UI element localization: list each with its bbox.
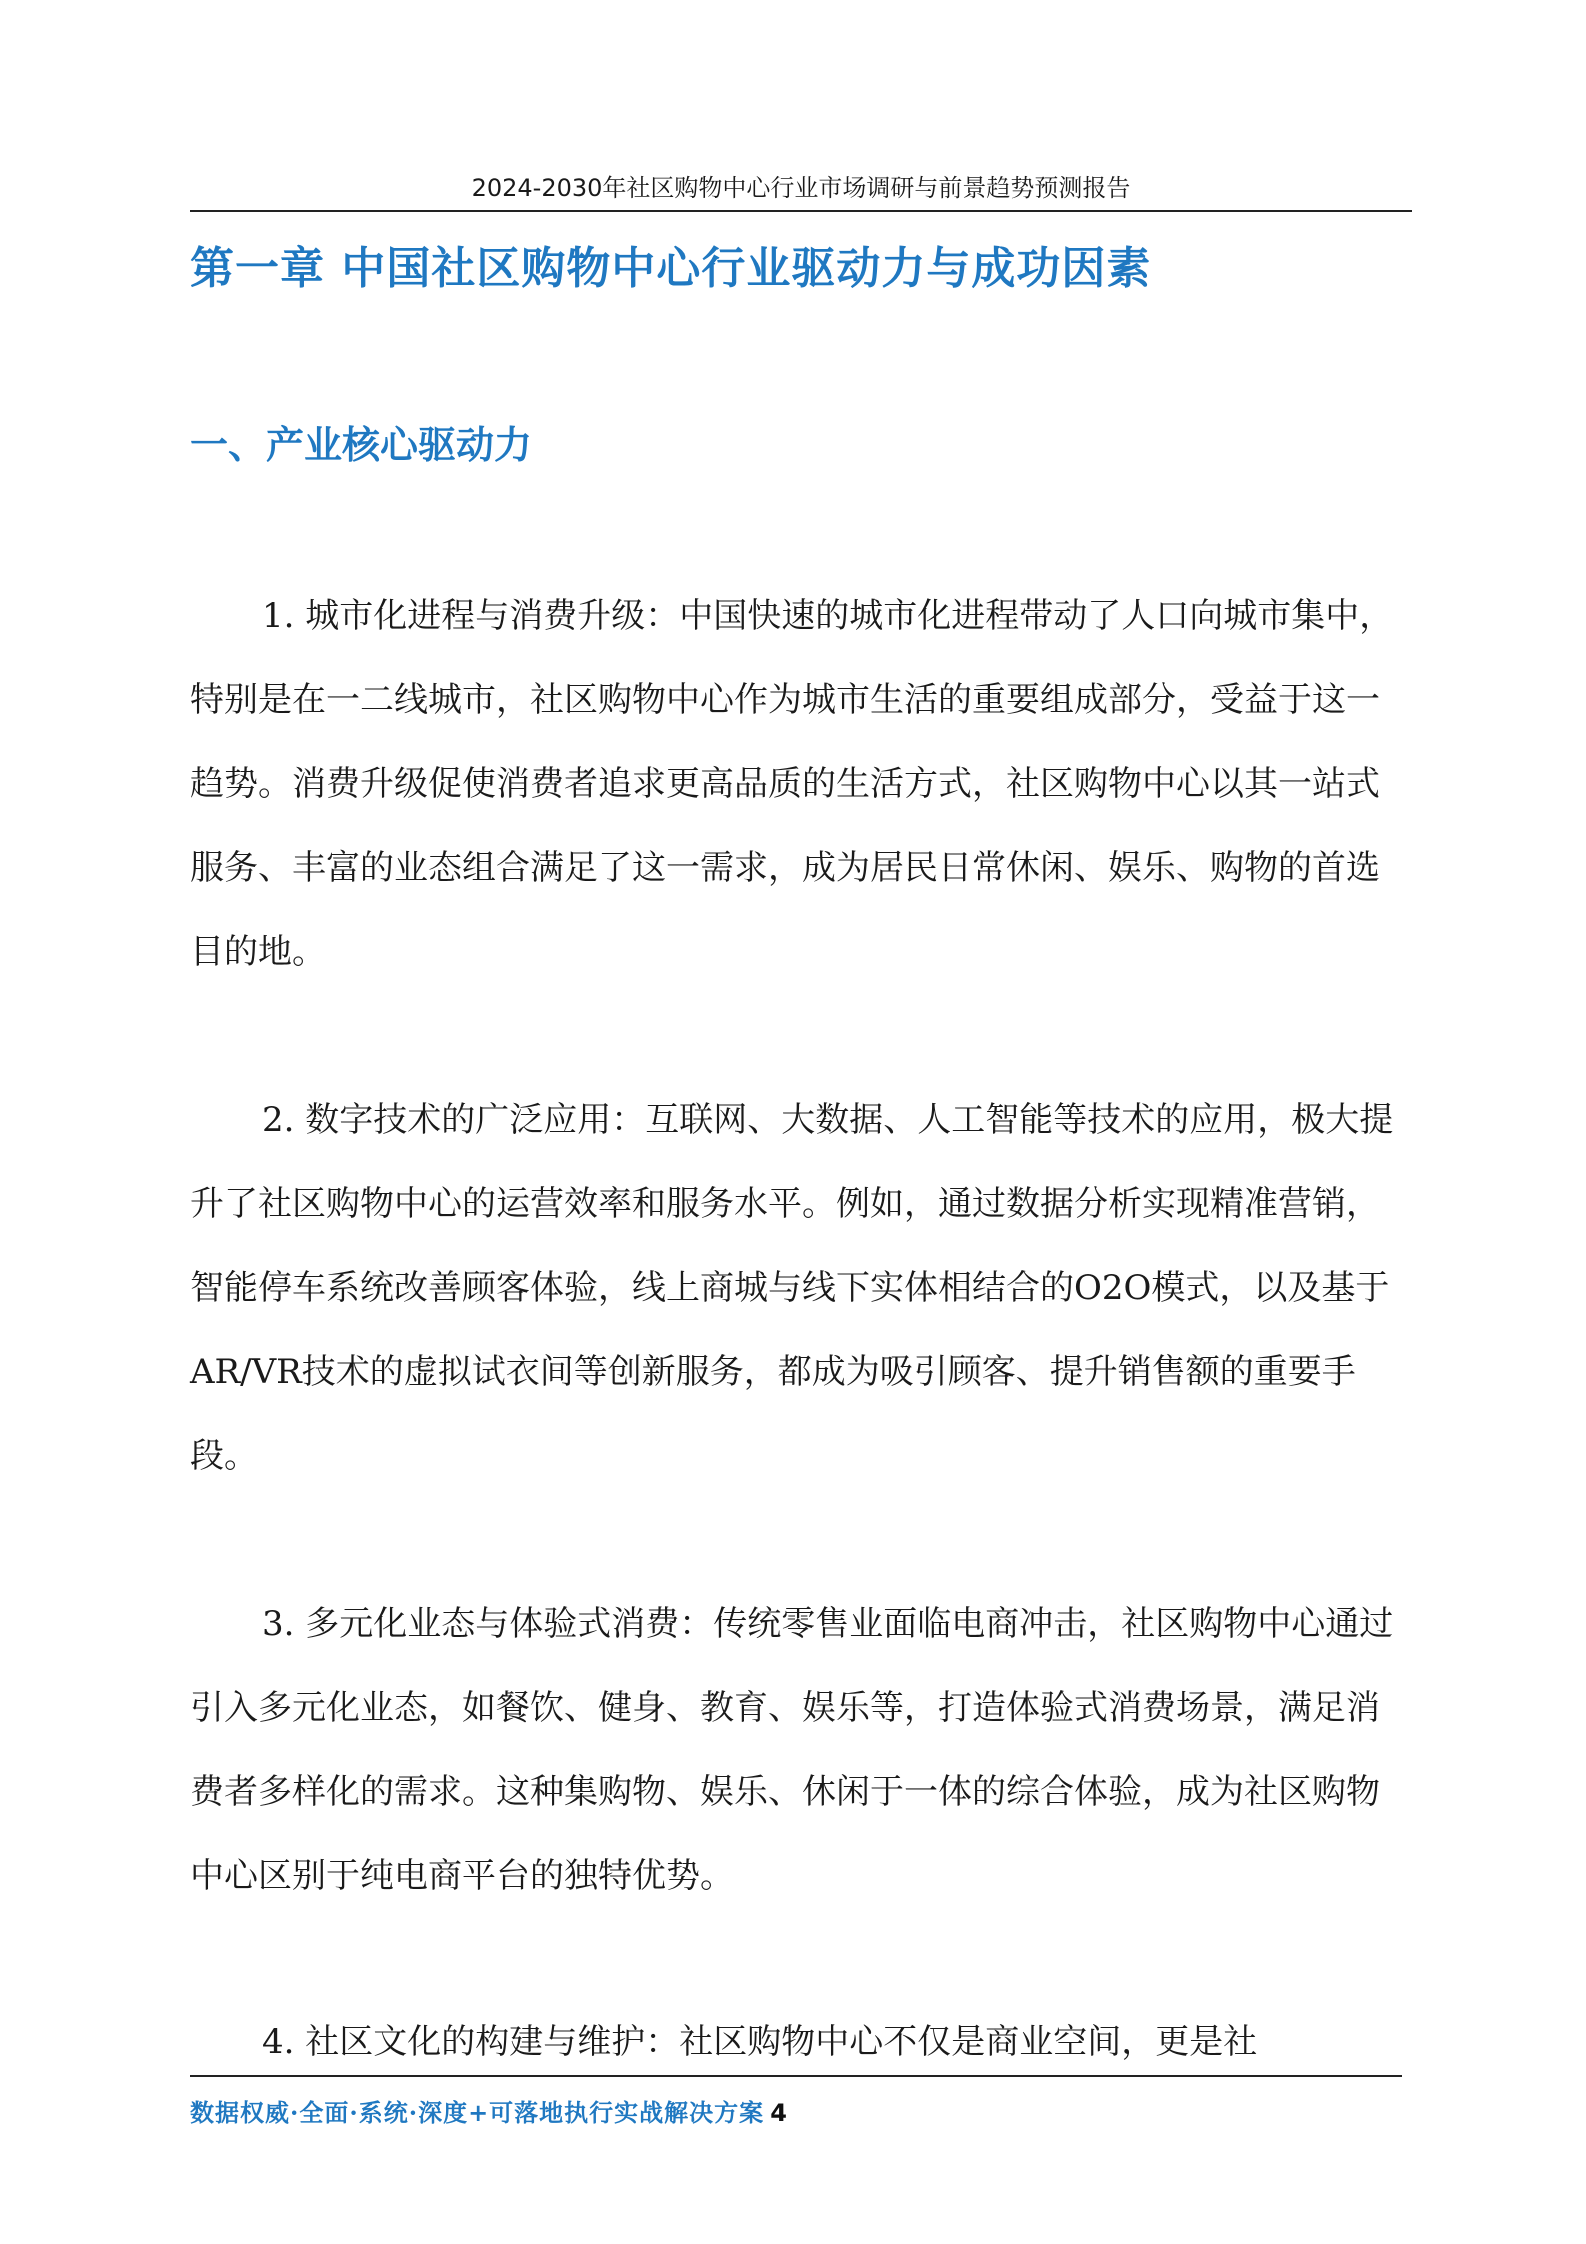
report-title: 2024-2030年社区购物中心行业市场调研与前景趋势预测报告: [471, 174, 1131, 202]
paragraph-diversified-formats: 3. 多元化业态与体验式消费：传统零售业面临电商冲击，社区购物中心通过引入多元化业态，如餐饮、健身、教育、娱乐等，打造体验式消费场景，满足消费者多样化的需求。这种集购物、娱乐、休闲于一体的综合体验，成为社区购物中心区别于纯电商平台的独特优势。: [190, 1604, 1394, 1896]
section-title: 一、产业核心驱动力: [190, 423, 533, 467]
page-number: 4: [770, 2099, 788, 2127]
page-header: [190, 162, 1412, 212]
footer-slogan-text: 数据权威·全面·系统·深度+可落地执行实战解决方案: [190, 2098, 765, 2127]
footer-slogan: [190, 2093, 788, 2128]
paragraph-community-culture: 4. 社区文化的构建与维护：社区购物中心不仅是商业空间，更是社: [262, 2022, 1258, 2062]
page-footer: [190, 2075, 1402, 2129]
chapter-title: 第一章 中国社区购物中心行业驱动力与成功因素: [190, 243, 1152, 294]
paragraph-urbanization: 1. 城市化进程与消费升级：中国快速的城市化进程带动了人口向城市集中，特别是在一二线城市，社区购物中心作为城市生活的重要组成部分，受益于这一趋势。消费升级促使消费者追求更高品质的生活方式，社区购物中心以其一站式服务、丰富的业态组合满足了这一需求，成为居民日常休闲、娱乐、购物的首选目的地。: [190, 596, 1394, 972]
paragraph-digital-tech: 2. 数字技术的广泛应用：互联网、大数据、人工智能等技术的应用，极大提升了社区购物中心的运营效率和服务水平。例如，通过数据分析实现精准营销，智能停车系统改善顾客体验，线上商城与线下实体相结合的O2O模式，以及基于AR/VR技术的虚拟试衣间等创新服务，都成为吸引顾客、提升销售额的重要手段。: [190, 1100, 1394, 1476]
